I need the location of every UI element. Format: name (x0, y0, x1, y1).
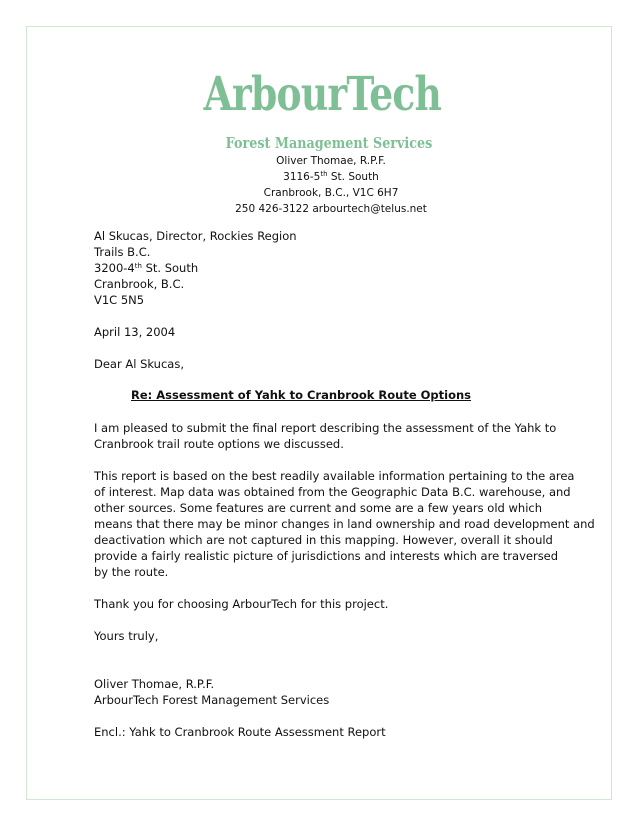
paragraph-2-line-4: means that there may be minor changes in land ownership and road development and (94, 517, 595, 531)
company-logo (0, 67, 638, 152)
closing: Yours truly, (94, 629, 159, 643)
recipient-org: Trails B.C. (94, 245, 151, 259)
signature-name: Oliver Thomae, R.P.F. (94, 677, 215, 691)
letter-date: April 13, 2004 (94, 325, 176, 339)
salutation: Dear Al Skucas, (94, 357, 184, 371)
enclosure-line: Encl.: Yahk to Cranbrook Route Assessment Report (94, 725, 386, 739)
paragraph-2-line-6: provide a fairly realistic picture of jurisdictions and interests which are traversed (94, 549, 559, 563)
sender-contact: 250 426-3122 arbourtech@telus.net (235, 203, 427, 215)
logo-tagline: Forest Management Services (225, 134, 433, 152)
paragraph-3: Thank you for choosing ArbourTech for this project. (94, 597, 389, 611)
recipient-street: 3200-4th St. South (94, 261, 199, 275)
paragraph-1-line-2: Cranbrook trail route options we discussed. (94, 437, 344, 451)
recipient-city: Cranbrook, B.C. (94, 277, 185, 291)
subject-line: Re: Assessment of Yahk to Cranbrook Route Options (131, 388, 472, 402)
paragraph-2-line-2: of interest. Map data was obtained from the Geographic Data B.C. warehouse, and (94, 485, 571, 499)
sender-city: Cranbrook, B.C., V1C 6H7 (263, 187, 399, 199)
paragraph-2-line-1: This report is based on the best readily available information pertaining to the area (94, 469, 575, 483)
recipient-name: Al Skucas, Director, Rockies Region (94, 229, 297, 243)
paragraph-2-line-7: by the route. (94, 565, 169, 579)
paragraph-2-line-5: deactivation which are not captured in this mapping. However, overall it should (94, 533, 553, 547)
paragraph-2-line-3: other sources. Some features are current and some are a few years old which (94, 501, 542, 515)
signature-company: ArbourTech Forest Management Services (94, 693, 330, 707)
sender-name: Oliver Thomae, R.P.F. (276, 155, 386, 167)
recipient-postal: V1C 5N5 (94, 293, 145, 307)
sender-street: 3116-5th St. South (283, 170, 379, 183)
logo-wordmark: ArbourTech (203, 67, 441, 122)
paragraph-1-line-1: I am pleased to submit the final report describing the assessment of the Yahk to (94, 421, 557, 435)
